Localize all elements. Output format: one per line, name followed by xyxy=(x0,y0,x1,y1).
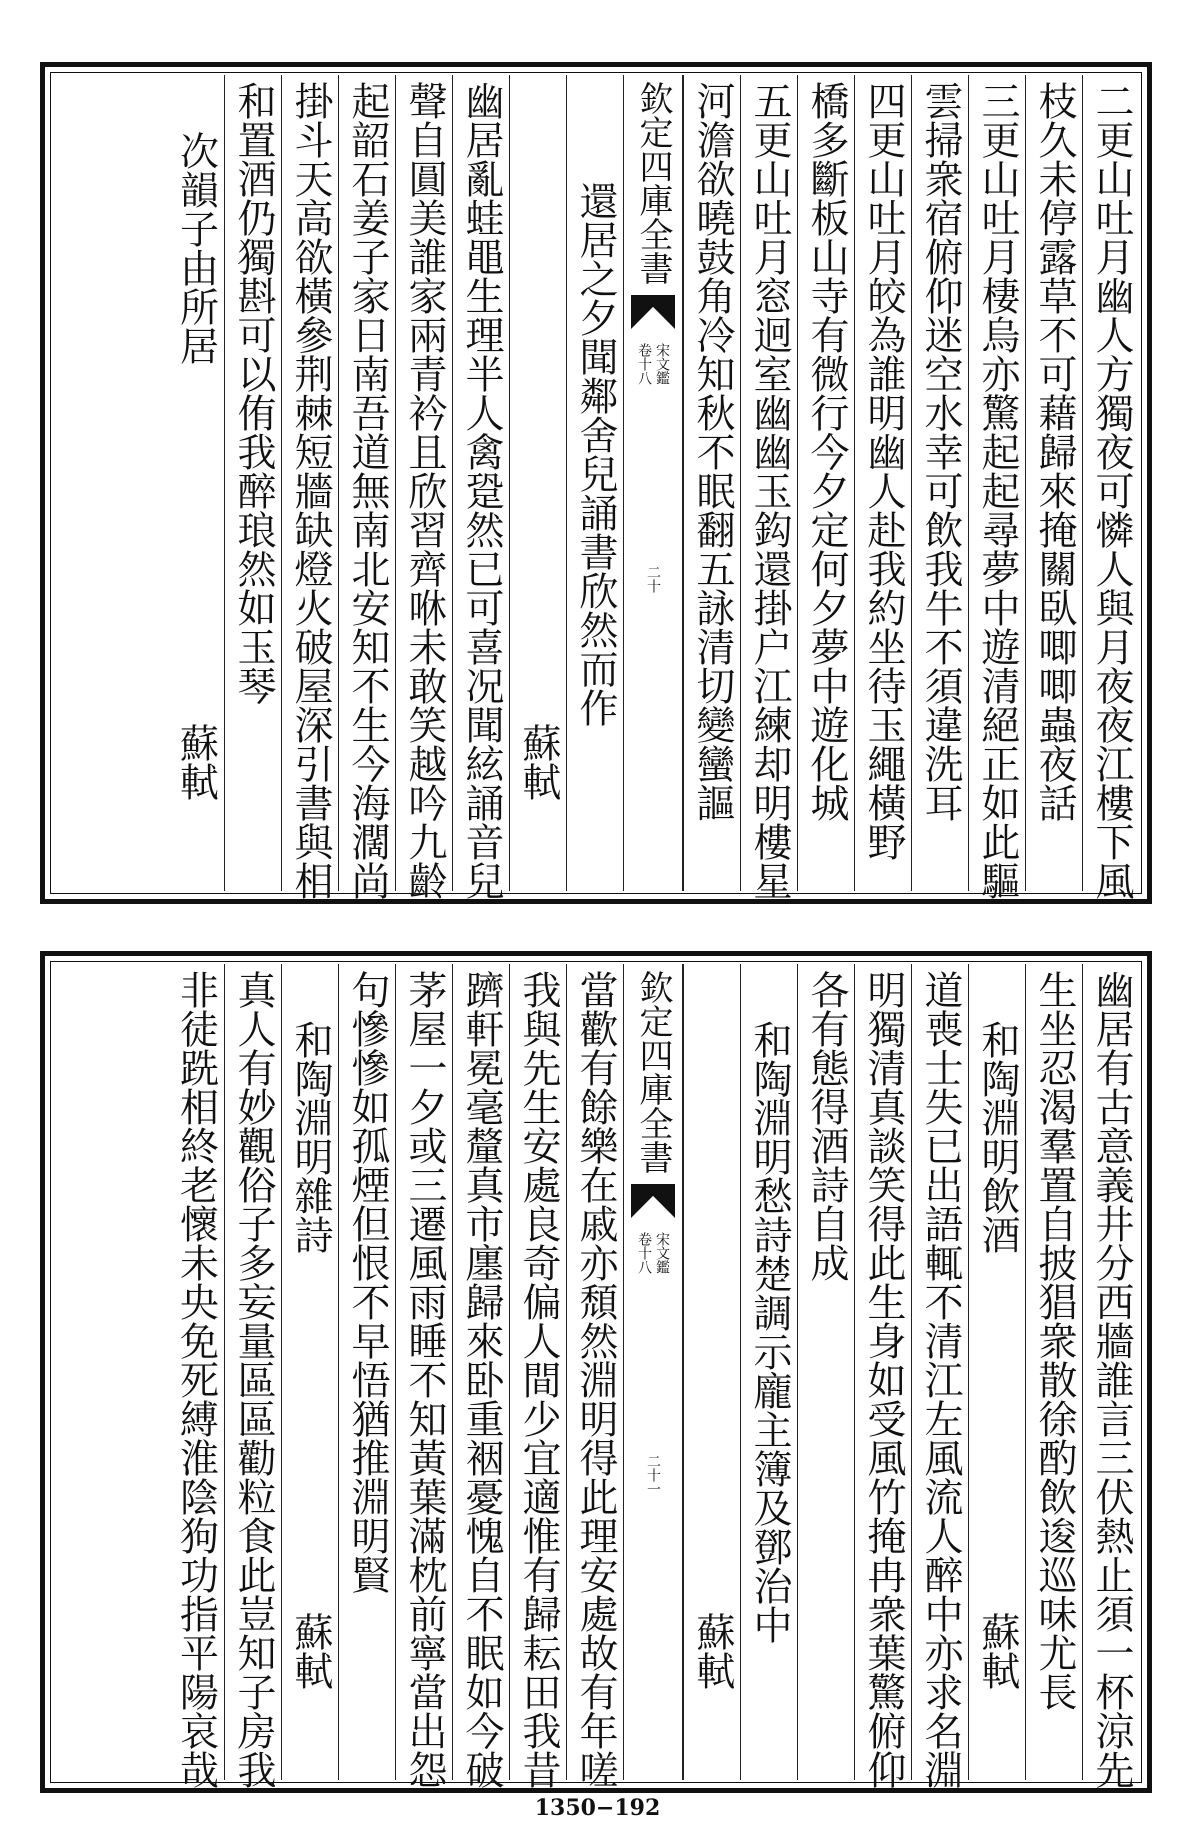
page-bottom xyxy=(40,951,1152,1793)
text-column xyxy=(224,75,281,891)
poem-title-column xyxy=(968,964,1025,1780)
text-column xyxy=(1025,964,1082,1780)
poem-title: 和陶淵明雜詩 xyxy=(288,1020,333,1254)
fishtail-mark-icon xyxy=(631,295,675,329)
text-column xyxy=(338,964,395,1780)
text-column xyxy=(395,75,452,900)
text-column xyxy=(1082,964,1139,1789)
text-column xyxy=(338,75,395,900)
fishtail-mark-icon xyxy=(631,1184,675,1218)
poem-title-column xyxy=(281,964,338,1780)
poem-title: 和陶淵明愁詩楚調示龐主簿及鄧治中 xyxy=(747,1020,792,1644)
text-line: 真人有妙觀俗子多妄量區區勸粒食此豈知子房我 xyxy=(231,970,276,1789)
text-column xyxy=(854,75,911,891)
poem-author: 蘇軾 xyxy=(975,1612,1020,1690)
text-line: 掛斗天高欲橫參荆棘短牆缺燈火破屋深引書與相 xyxy=(288,81,333,900)
text-column xyxy=(740,75,797,900)
poem-author: 蘇軾 xyxy=(173,723,219,801)
poem-title: 還居之夕聞鄰舍兒誦書欣然而作 xyxy=(573,181,618,727)
text-column xyxy=(854,964,911,1789)
text-column xyxy=(797,75,854,891)
text-line: 枝久未停露草不可藉歸來掩關臥唧唧蟲夜話 xyxy=(1032,81,1077,822)
text-column xyxy=(281,75,338,900)
poem-title-column xyxy=(167,75,224,891)
book-meta xyxy=(636,1232,670,1274)
poem-title-column xyxy=(740,964,797,1780)
poem-title-column xyxy=(566,75,623,891)
volume-name: 卷十八 xyxy=(636,1232,652,1274)
text-column xyxy=(1025,75,1082,891)
poem-title: 和陶淵明飲酒 xyxy=(975,1020,1020,1254)
author-column xyxy=(509,75,566,891)
text-column xyxy=(452,75,509,900)
text-line: 五更山吐月窓迥室幽幽玉鈎還掛户江練却明樓星 xyxy=(747,81,792,900)
poem-title: 次韻子由所居 xyxy=(173,131,219,365)
poem-author: 蘇軾 xyxy=(690,1612,735,1690)
page-top xyxy=(40,62,1152,904)
collection-name: 宋文鑑 xyxy=(654,343,670,385)
text-line: 茅屋一夕或三遷風雨睡不知黃葉滿枕前寧當出怨 xyxy=(402,970,447,1789)
text-column xyxy=(911,964,968,1789)
text-line: 各有態得酒詩自成 xyxy=(804,970,849,1282)
text-line: 我與先生安處良奇偏人間少宜適惟有歸耘田我昔 xyxy=(516,970,561,1789)
text-line: 起韶石姜子家日南吾道無南北安知不生今海濶尚 xyxy=(345,81,390,900)
text-column xyxy=(566,964,623,1789)
text-column xyxy=(452,964,509,1789)
text-line: 幽居亂蛙黽生理半人禽跫然已可喜况聞絃誦音兒 xyxy=(459,81,504,900)
text-column xyxy=(509,964,566,1789)
text-line: 和置酒仍獨斟可以侑我醉琅然如玉琴 xyxy=(231,81,276,705)
text-line: 河澹欲曉鼓角冷知秋不眠翻五詠清切變蠻謳 xyxy=(690,81,735,822)
text-line: 四更山吐月皎為誰明幽人赴我約坐待玉繩橫野 xyxy=(861,81,906,861)
text-line: 幽居有古意義井分西牆誰言三伏熱止須一杯涼先 xyxy=(1089,970,1134,1789)
text-line: 躋軒冕毫釐真市廛歸來卧重裀憂愧自不眠如今破 xyxy=(459,970,504,1789)
folio-number: 二十 xyxy=(645,565,661,593)
text-line: 當歡有餘樂在戚亦頹然淵明得此理安處故有年嗟 xyxy=(573,970,618,1789)
text-column xyxy=(683,75,740,891)
text-line: 二更山吐月幽人方獨夜可憐人與月夜夜江樓下風 xyxy=(1089,81,1134,900)
text-column xyxy=(911,75,968,891)
text-line: 橋多斷板山寺有微行今夕定何夕夢中遊化城 xyxy=(804,81,849,822)
text-line: 明獨清真談笑得此生身如受風竹掩冉衆葉驚俯仰 xyxy=(861,970,906,1789)
book-title: 欽定四庫全書 xyxy=(633,81,673,285)
page-footer-number: 1350−192 xyxy=(534,1795,661,1821)
text-line: 句慘慘如孤煙但恨不早悟猶推淵明賢 xyxy=(345,970,390,1594)
author-column xyxy=(683,964,740,1780)
text-column xyxy=(395,964,452,1789)
book-meta xyxy=(636,343,670,385)
text-column xyxy=(797,964,854,1780)
text-line: 道喪士失已出語輒不清江左風流人醉中亦求名淵 xyxy=(918,970,963,1789)
book-title: 欽定四庫全書 xyxy=(633,970,673,1174)
text-line: 雲掃衆宿俯仰迷空水幸可飲我牛不須違洗耳 xyxy=(918,81,963,822)
center-fold xyxy=(623,964,683,1780)
folio-number: 二十一 xyxy=(645,1454,661,1496)
poem-author: 蘇軾 xyxy=(288,1612,333,1690)
collection-name: 宋文鑑 xyxy=(654,1232,670,1274)
text-line: 三更山吐月棲烏亦驚起起尋夢中遊清絕正如此驅 xyxy=(975,81,1020,900)
text-column xyxy=(1082,75,1139,900)
text-line: 非徒跣相終老懷未央免死縛淮陰狗功指平陽哀哉 xyxy=(173,970,219,1789)
center-fold xyxy=(623,75,683,891)
volume-name: 卷十八 xyxy=(636,343,652,385)
text-column xyxy=(167,964,224,1789)
text-column xyxy=(224,964,281,1789)
text-line: 生坐忍渴羣置自披猖衆散徐酌飲逡巡味尤長 xyxy=(1032,970,1077,1711)
poem-author: 蘇軾 xyxy=(516,723,561,801)
text-column xyxy=(968,75,1025,900)
text-line: 聲自圓美誰家兩青衿且欣習齊咻未敢笑越吟九齡 xyxy=(402,81,447,900)
